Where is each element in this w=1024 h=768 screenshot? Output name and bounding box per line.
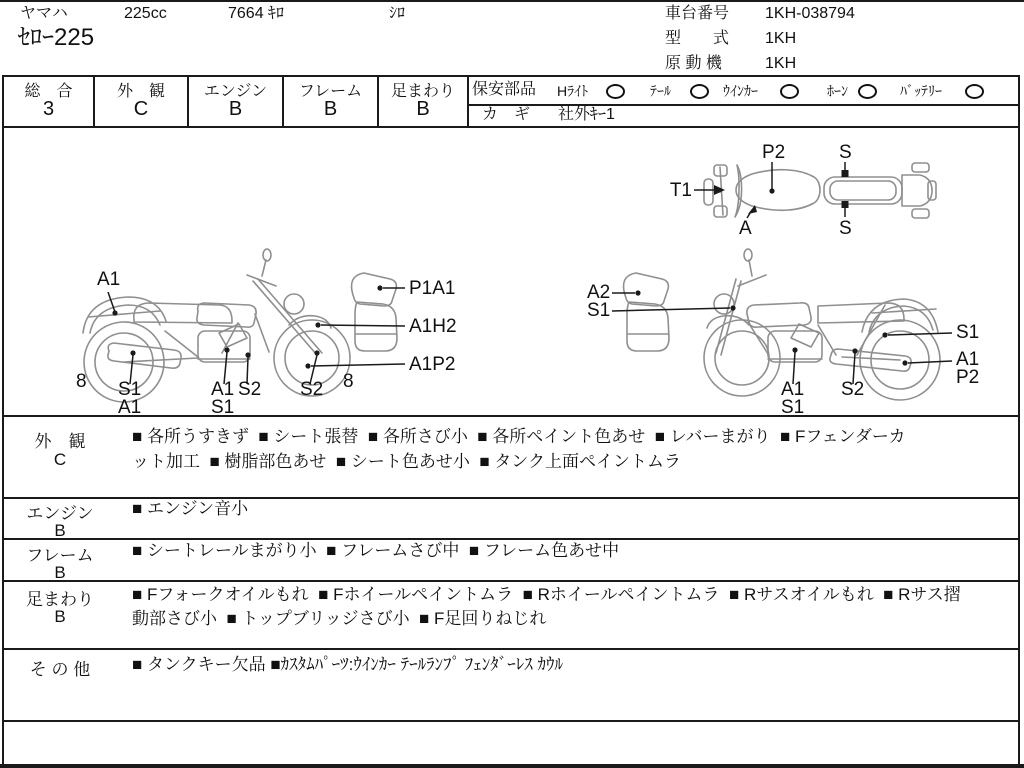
color-value: ｼﾛ xyxy=(389,5,406,22)
diagram-label: A1H2 xyxy=(409,316,457,337)
safety-item-tail: ﾃｰﾙ xyxy=(650,83,671,99)
status-circle-tail xyxy=(690,84,709,99)
section-under-line2: 動部さび小 ■ トップブリッジさび小 ■ F足回りねじれ xyxy=(132,609,547,628)
diagram-label: A1 xyxy=(118,397,142,418)
grade-overall-value: 3 xyxy=(42,98,55,120)
header-divider xyxy=(2,75,1020,77)
status-circle-winker xyxy=(780,84,799,99)
key-value: 社外ｷｰ1 xyxy=(558,106,615,123)
grade-frame-value: B xyxy=(323,98,338,120)
leader-markers xyxy=(112,170,907,369)
diagram-label: 8 xyxy=(76,371,87,392)
top-view-sketch xyxy=(704,163,936,218)
diagram-label: S2 xyxy=(300,379,324,400)
section-exterior-line1: ■ 各所うすきず ■ シート張替 ■ 各所さび小 ■ 各所ペイント色あせ ■ レバーまがり ■ Fフェンダーカ xyxy=(132,427,906,446)
diagram-label: A1 xyxy=(781,379,805,400)
top-border xyxy=(0,0,1024,2)
model-name: ｾﾛｰ225 xyxy=(18,24,95,51)
grade-under-value: B xyxy=(416,98,430,120)
grade-engine-value: B xyxy=(228,98,243,120)
grade-sep-5 xyxy=(467,75,469,128)
section-under-label: 足まわり xyxy=(26,590,94,609)
diagram-label: A2 xyxy=(587,282,611,303)
right-bike-sketch xyxy=(624,249,940,400)
section-under-line1: ■ Fフォークオイルもれ ■ Fホイールペイントムラ ■ Rホイールペイントムラ ■ Rサスオイルもれ ■ Rサス摺 xyxy=(132,585,961,604)
section-under-grade: B xyxy=(54,607,66,626)
section-engine-grade: B xyxy=(54,521,66,540)
diagram-label: S1 xyxy=(587,300,611,321)
key-label: カ ギ xyxy=(482,106,531,123)
grade-frame-label: フレーム xyxy=(298,83,363,100)
row-divider-3 xyxy=(2,580,1020,582)
section-exterior-label: 外 観 xyxy=(34,432,86,451)
safety-item-winker: ｳｲﾝｶｰ xyxy=(723,83,758,99)
chassis-value: 1KH-038794 xyxy=(765,5,855,22)
section-engine-label: エンジン xyxy=(26,504,94,523)
section-engine-line1: ■ エンジン音小 xyxy=(132,499,249,518)
section-other-line1: ■ タンクキー欠品 ■ｶｽﾀﾑﾊﾟｰﾂ:ｳｲﾝｶｰ ﾃｰﾙﾗﾝﾌﾟ ﾌｪﾝﾀﾞｰﾚｽ ｶｳﾙ xyxy=(132,655,564,674)
status-circle-headlight xyxy=(606,84,625,99)
engine-label: 原 動 機 xyxy=(665,55,722,72)
section-exterior-line2: ット加工 ■ 樹脂部色あせ ■ シート色あせ小 ■ タンク上面ペイントムラ xyxy=(132,452,681,471)
grade-overall-label: 総 合 xyxy=(24,83,73,100)
leader-lines xyxy=(108,162,952,384)
section-frame-label: フレーム xyxy=(26,546,94,565)
status-circle-battery xyxy=(965,84,984,99)
safety-item-battery: ﾊﾞｯﾃﾘｰ xyxy=(900,83,942,99)
section-frame-line1: ■ シートレールまがり小 ■ フレームさび中 ■ フレーム色あせ中 xyxy=(132,541,620,560)
diagram-label: S1 xyxy=(211,397,235,418)
grade-under-label: 足まわり xyxy=(390,83,455,100)
diagram-label: S2 xyxy=(238,379,262,400)
diagram-label: S xyxy=(839,218,852,239)
chassis-label: 車台番号 xyxy=(665,5,730,22)
safety-divider xyxy=(467,104,1020,106)
row-divider-2 xyxy=(2,538,1020,540)
type-label: 型 式 xyxy=(665,30,730,47)
diagram-label: T1 xyxy=(669,180,692,201)
diagram-bottom xyxy=(2,415,1020,417)
diagram-label: 8 xyxy=(343,371,354,392)
displacement: 225cc xyxy=(124,5,167,22)
diagram-label: S xyxy=(839,142,852,163)
section-other-label: そ の 他 xyxy=(29,660,91,679)
safety-label: 保安部品 xyxy=(472,81,537,98)
grade-exterior-label: 外 観 xyxy=(116,83,165,100)
diagram-label: S1 xyxy=(956,322,980,343)
diagram-label: A1 xyxy=(956,349,980,370)
diagram-label: A xyxy=(739,218,752,239)
diagram-label: P1A1 xyxy=(409,278,456,299)
grade-engine-label: エンジン xyxy=(203,83,268,100)
safety-item-horn: ﾎｰﾝ xyxy=(827,83,848,99)
diagram-label: A1 xyxy=(211,379,235,400)
diagram-label: A1 xyxy=(97,269,121,290)
diagram-label: S1 xyxy=(118,379,142,400)
motorcycle-diagram xyxy=(0,127,1024,418)
section-exterior-grade: C xyxy=(53,450,67,469)
row-divider-4 xyxy=(2,648,1020,650)
bottom-border xyxy=(0,764,1024,768)
mileage: 7664 ｷﾛ xyxy=(228,5,285,22)
type-value: 1KH xyxy=(765,30,797,47)
diagram-label: A1P2 xyxy=(409,354,456,375)
diagram-label: P2 xyxy=(956,367,980,388)
section-frame-grade: B xyxy=(54,563,66,582)
row-divider-5 xyxy=(2,720,1020,722)
safety-item-headlight: Hﾗｲﾄ xyxy=(557,83,589,99)
diagram-label: P2 xyxy=(762,142,786,163)
status-circle-horn xyxy=(858,84,877,99)
engine-value: 1KH xyxy=(765,55,797,72)
grade-exterior-value: C xyxy=(133,98,149,120)
maker-name: ヤマハ xyxy=(20,5,68,22)
diagram-label: S2 xyxy=(841,379,865,400)
diagram-label: S1 xyxy=(781,397,805,418)
